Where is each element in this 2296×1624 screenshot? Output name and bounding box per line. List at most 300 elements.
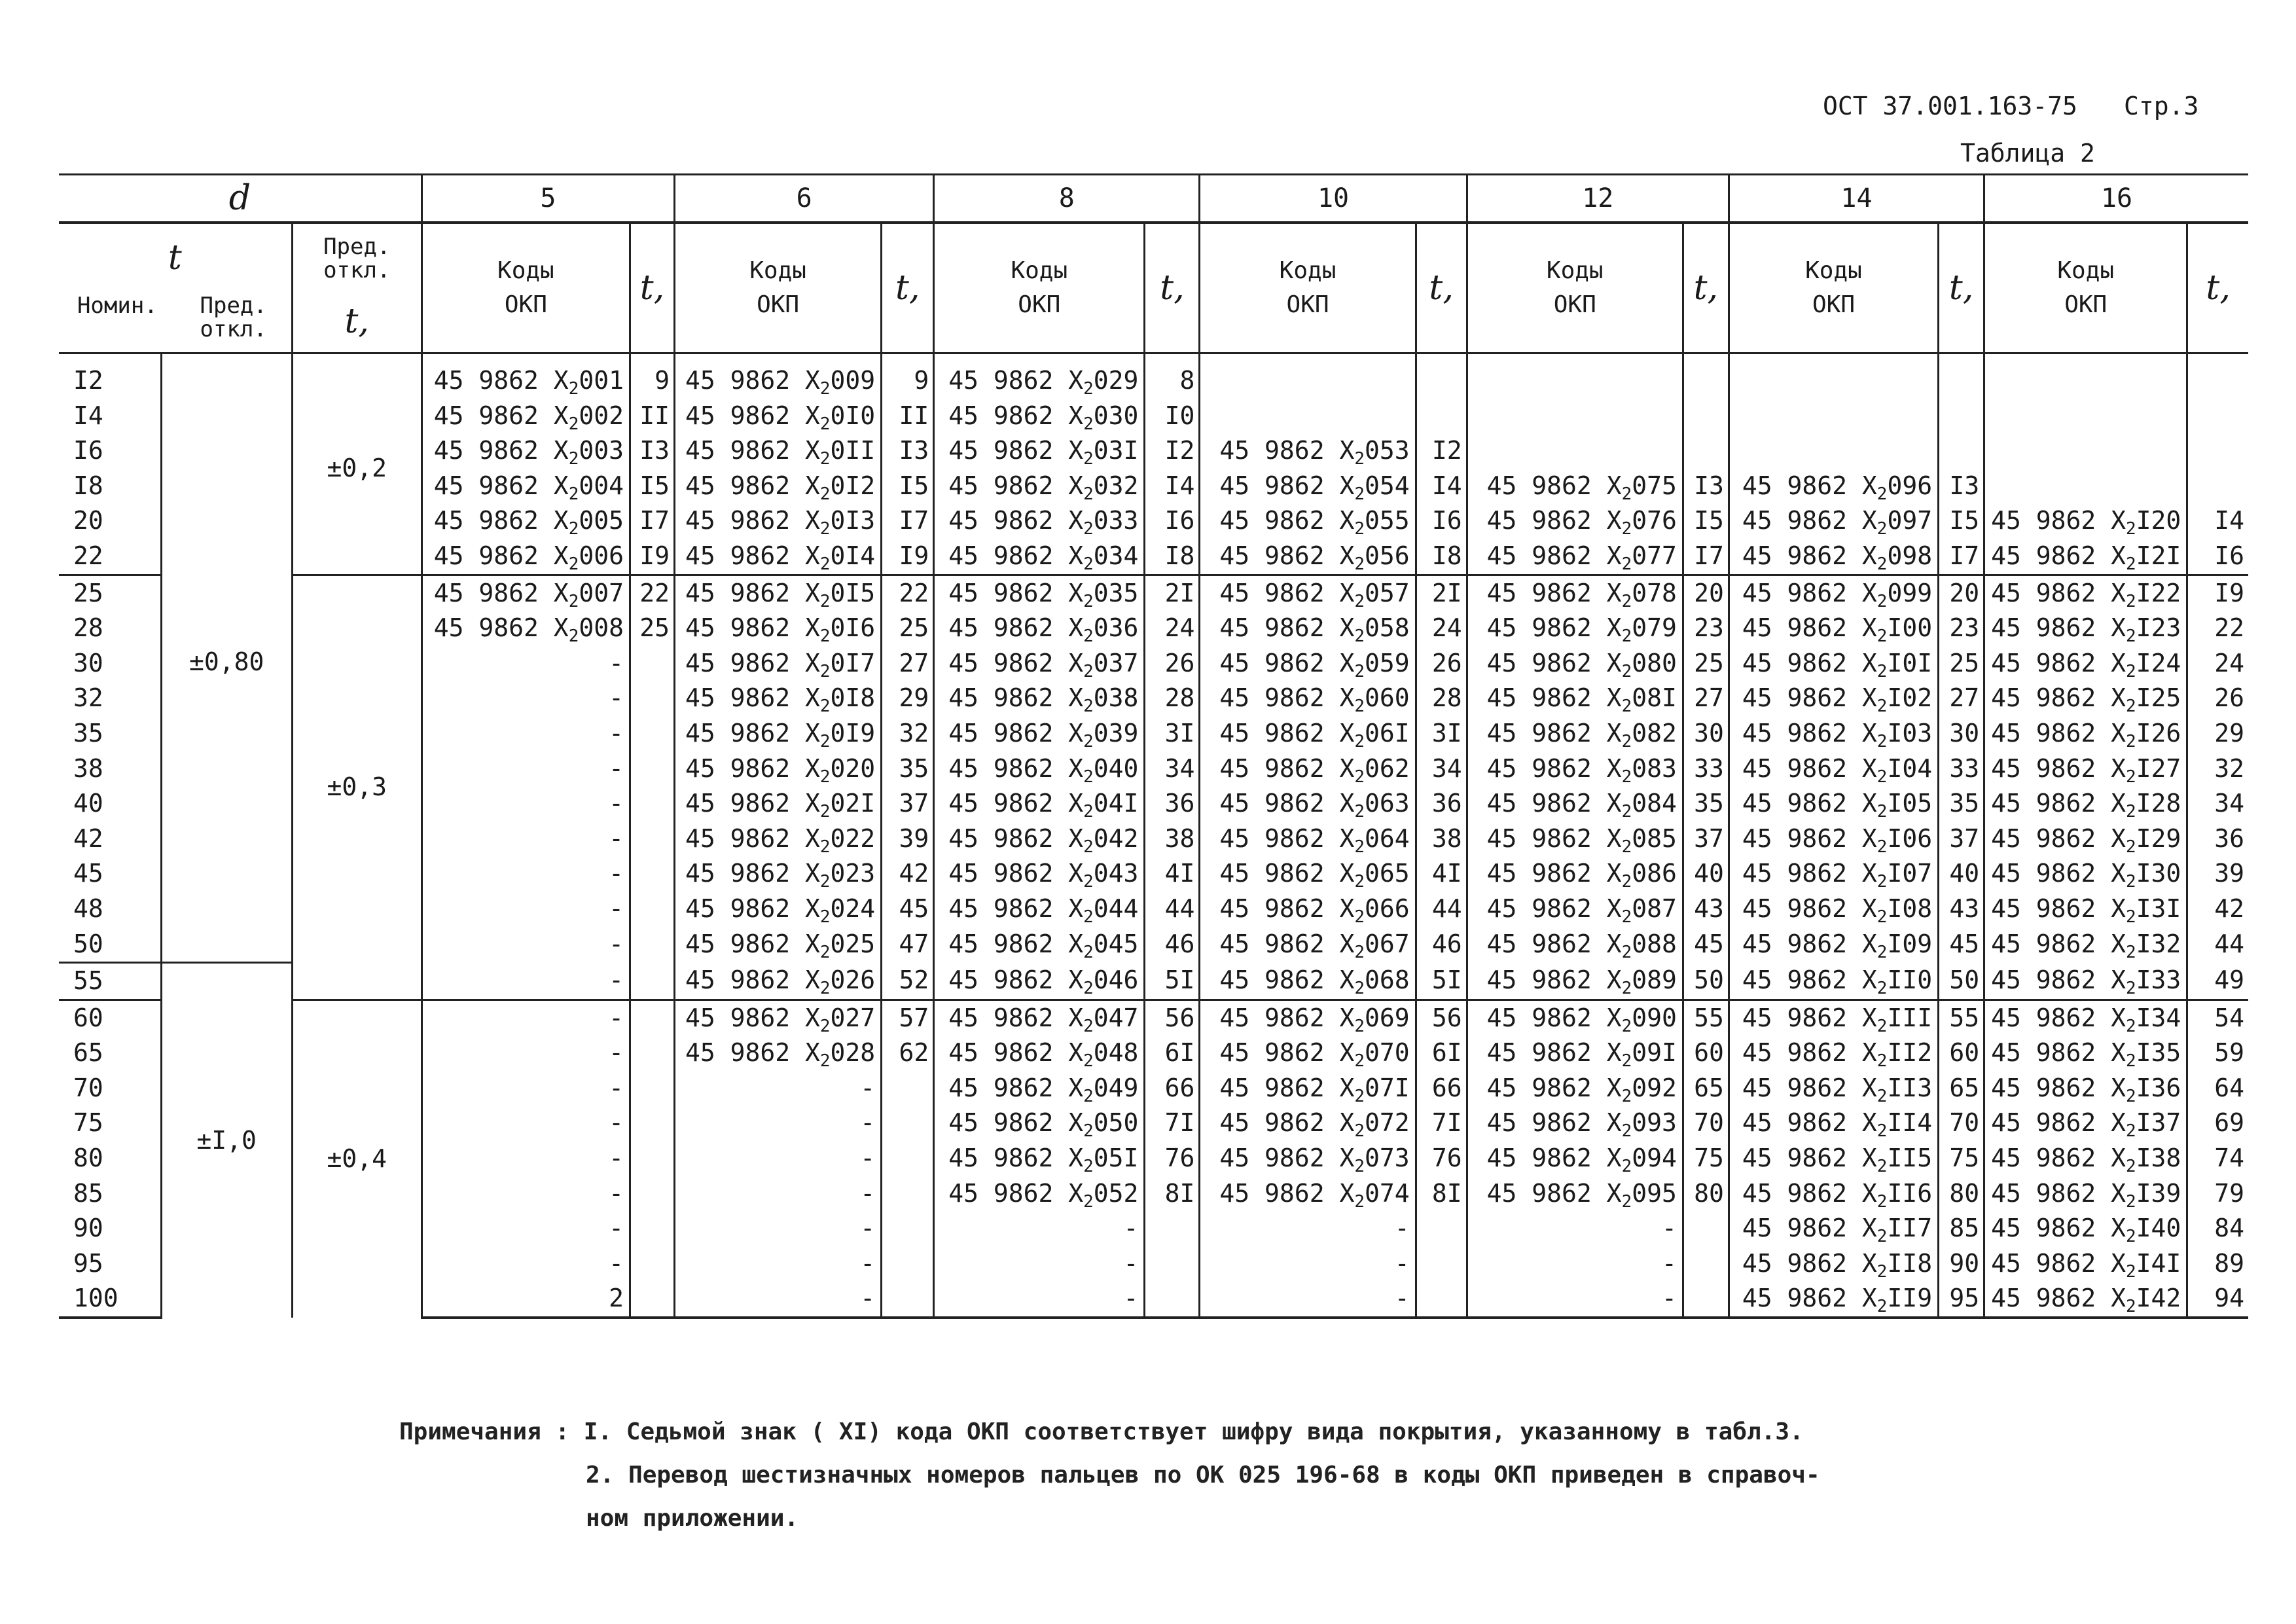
standard-number: ОСТ 37.001.163-75 [1823,92,2077,120]
okp-code: 45 9862 $X_20I0$ [675,399,882,434]
okp-code: - [1467,1246,1683,1282]
t1-value: I4 [1145,469,1200,504]
t1-value [1683,1211,1729,1246]
table-title: Таблица 2 [1960,139,2095,168]
t1-value [1939,363,1984,399]
t1-tolerance-group-3: ±0,4 [292,1000,422,1318]
okp-code: 45 9862 $X_2084$ [1467,786,1683,821]
okp-code: - [934,1246,1145,1282]
okp-code: 45 9862 $X_2040$ [934,751,1145,787]
okp-code: - [422,963,630,1000]
t-nominal: 45 [73,859,103,888]
okp-code: 45 9862 $X_2I39$ [1984,1176,2187,1212]
table-row [59,1000,2248,1036]
t1-value: 40 [1939,856,1984,892]
t1-value: 25 [1939,646,1984,681]
okp-code: 45 9862 $X_2I04$ [1729,751,1938,787]
t1-value [630,963,674,1000]
header-t1-tolerance: Пред. откл. t, [292,223,422,353]
t-nominal: 70 [73,1073,103,1102]
okp-code: 45 9862 $X_2II3$ [1729,1071,1938,1106]
okp-code: 45 9862 $X_2035$ [934,575,1145,611]
okp-code: 45 9862 $X_2053$ [1200,433,1416,469]
t1-value: 47 [882,927,934,963]
t1-value: 50 [1683,963,1729,1000]
t1-value [2187,399,2248,434]
t1-value [1939,399,1984,434]
t-nominal: 38 [73,753,103,783]
t-nominal: 20 [73,506,103,535]
header-t1-6: t, [2187,223,2248,353]
t1-value: I5 [630,469,674,504]
t1-value: I4 [1416,469,1467,504]
header-codes-1: Коды ОКП [675,223,882,353]
t1-value: 52 [882,963,934,1000]
okp-code: 45 9862 $X_2055$ [1200,503,1416,539]
okp-code: 45 9862 $X_2I3I$ [1984,892,2187,927]
t1-value: 57 [882,1000,934,1036]
okp-code: 45 9862 $X_2005$ [422,503,630,539]
t1-value [630,1141,674,1176]
t1-value: 28 [1145,681,1200,716]
t1-value: I5 [1683,503,1729,539]
t1-value: I2 [1416,433,1467,469]
t1-tolerance-group-2: ±0,3 [292,575,422,1000]
okp-code: 45 9862 $X_2045$ [934,927,1145,963]
t-nominal: 65 [73,1038,103,1068]
t1-value: 49 [2187,963,2248,1000]
t1-value [1683,363,1729,399]
t1-value [1145,1211,1200,1246]
okp-code: 45 9862 $X_2I36$ [1984,1071,2187,1106]
okp-code: 45 9862 $X_2030$ [934,399,1145,434]
okp-code: 45 9862 $X_2I42$ [1984,1281,2187,1318]
t1-value: 8 [1145,363,1200,399]
okp-code: 45 9862 $X_2057$ [1200,575,1416,611]
okp-code: - [675,1281,882,1318]
okp-code: 45 9862 $X_2066$ [1200,892,1416,927]
okp-code: - [422,821,630,857]
t1-value [1416,399,1467,434]
note-3: ном приложении. [586,1505,799,1532]
t1-value [1416,1246,1467,1282]
okp-code: 45 9862 $X_2023$ [675,856,882,892]
t1-value: 75 [1683,1141,1729,1176]
okp-code [1200,399,1416,434]
header-codes-2: Коды ОКП [934,223,1145,353]
spacer-cell [882,353,934,364]
okp-code: 45 9862 $X_2067$ [1200,927,1416,963]
t1-value: 29 [2187,716,2248,751]
t1-value: 65 [1683,1071,1729,1106]
okp-code: 45 9862 $X_2I0I$ [1729,646,1938,681]
t1-value [1416,363,1467,399]
okp-code: 45 9862 $X_2094$ [1467,1141,1683,1176]
okp-code: 45 9862 $X_2I30$ [1984,856,2187,892]
okp-code: 45 9862 $X_2I4I$ [1984,1246,2187,1282]
t-nominal: 32 [73,683,103,713]
t1-value: 66 [1416,1071,1467,1106]
okp-code: 45 9862 $X_2008$ [422,611,630,646]
okp-code: 45 9862 $X_2070$ [1200,1036,1416,1071]
t1-value: 35 [1939,786,1984,821]
okp-code: - [422,1036,630,1071]
okp-code: 45 9862 $X_2050$ [934,1106,1145,1141]
okp-code: 45 9862 $X_2064$ [1200,821,1416,857]
t1-value: II [630,399,674,434]
t1-value: 59 [2187,1036,2248,1071]
okp-code: 45 9862 $X_2099$ [1729,575,1938,611]
t1-value: 29 [882,681,934,716]
t1-value: 75 [1939,1141,1984,1176]
t1-value [630,1071,674,1106]
t1-value: 43 [1683,892,1729,927]
t1-value: 34 [1145,751,1200,787]
okp-code: 45 9862 $X_204I$ [934,786,1145,821]
t1-value [630,1176,674,1212]
okp-code: 45 9862 $X_2046$ [934,963,1145,1000]
okp-code: 45 9862 $X_2I22$ [1984,575,2187,611]
okp-code: 45 9862 $X_2047$ [934,1000,1145,1036]
table-row [59,363,2248,399]
okp-code: 45 9862 $X_2089$ [1467,963,1683,1000]
okp-code: - [1467,1281,1683,1318]
okp-code: 45 9862 $X_2077$ [1467,539,1683,575]
t1-value: 5I [1145,963,1200,1000]
okp-code: - [422,1176,630,1212]
t1-value: I3 [1939,469,1984,504]
okp-code: 45 9862 $X_20I5$ [675,575,882,611]
header-diameter-4: 12 [1467,175,1729,223]
okp-code: 45 9862 $X_2039$ [934,716,1145,751]
okp-code [1467,399,1683,434]
okp-code: 45 9862 $X_2001$ [422,363,630,399]
t-nominal: 75 [73,1108,103,1138]
t1-value: 84 [2187,1211,2248,1246]
t1-value: 35 [882,751,934,787]
data-table [59,173,2248,1319]
t1-value: 22 [882,575,934,611]
t1-value: I6 [1145,503,1200,539]
okp-code: 45 9862 $X_2II8$ [1729,1246,1938,1282]
t1-value: I9 [2187,575,2248,611]
okp-code: - [422,927,630,963]
okp-code [1984,363,2187,399]
okp-code [1467,363,1683,399]
okp-code: - [675,1176,882,1212]
t1-value [2187,433,2248,469]
t1-value: I7 [882,503,934,539]
t1-value: 32 [882,716,934,751]
okp-code: 45 9862 $X_2I28$ [1984,786,2187,821]
okp-code [1467,433,1683,469]
okp-code: 45 9862 $X_2I27$ [1984,751,2187,787]
okp-code: 45 9862 $X_207I$ [1200,1071,1416,1106]
t1-value: I6 [1416,503,1467,539]
t1-value: 74 [2187,1141,2248,1176]
t1-value [630,1036,674,1071]
t1-value: I8 [1416,539,1467,575]
t1-value: 69 [2187,1106,2248,1141]
t1-value: 56 [1145,1000,1200,1036]
t1-value: 6I [1416,1036,1467,1071]
okp-code: 45 9862 $X_2III$ [1729,1000,1938,1036]
okp-code: 45 9862 $X_2006$ [422,539,630,575]
okp-code: 45 9862 $X_2043$ [934,856,1145,892]
okp-code: 45 9862 $X_2I20$ [1984,503,2187,539]
t1-value: 70 [1683,1106,1729,1141]
t1-value: 4I [1145,856,1200,892]
t1-value: 25 [882,611,934,646]
t1-value: 3I [1416,716,1467,751]
okp-code: 45 9862 $X_2I08$ [1729,892,1938,927]
t1-value [630,1246,674,1282]
okp-code: 45 9862 $X_2I2I$ [1984,539,2187,575]
okp-code: 45 9862 $X_20I9$ [675,716,882,751]
t1-value: I7 [1683,539,1729,575]
t-nominal: 90 [73,1214,103,1243]
okp-code: 45 9862 $X_2I07$ [1729,856,1938,892]
okp-code: 45 9862 $X_2I33$ [1984,963,2187,1000]
t1-value: I3 [882,433,934,469]
t-nominal: 55 [59,963,161,1000]
t1-value [2187,469,2248,504]
t1-value: 4I [1416,856,1467,892]
t1-value: 54 [2187,1000,2248,1036]
okp-code: 45 9862 $X_2I40$ [1984,1211,2187,1246]
okp-code [1984,433,2187,469]
note-1: Примечания : I. Седьмой знак ( XI) кода ОКП соответствует шифру вида покрытия, указанному в табл.3. [399,1418,1804,1445]
t1-value: 28 [1416,681,1467,716]
okp-code: 45 9862 $X_2I34$ [1984,1000,2187,1036]
okp-code: 45 9862 $X_2028$ [675,1036,882,1071]
header-t1-4: t, [1683,223,1729,353]
t1-value: 22 [2187,611,2248,646]
spacer-cell [292,353,422,364]
t1-value [630,751,674,787]
t-nominal: 30 [73,648,103,677]
t1-value: 79 [2187,1176,2248,1212]
spacer-cell [675,353,882,364]
spacer-cell [422,353,630,364]
t1-value: I5 [882,469,934,504]
okp-code: 45 9862 $X_2I23$ [1984,611,2187,646]
t1-value [1683,433,1729,469]
t1-value: I0 [1145,399,1200,434]
okp-code: - [1200,1211,1416,1246]
okp-code: 45 9862 $X_2II2$ [1729,1036,1938,1071]
okp-code: - [422,751,630,787]
okp-code: - [675,1106,882,1141]
t1-value: 94 [2187,1281,2248,1318]
okp-code [1729,363,1938,399]
header-t1-5: t, [1939,223,1984,353]
t1-value: 2I [1416,575,1467,611]
t1-value: 36 [1145,786,1200,821]
okp-code: 45 9862 $X_205I$ [934,1141,1145,1176]
okp-code: 45 9862 $X_2I24$ [1984,646,2187,681]
t1-value: 66 [1145,1071,1200,1106]
okp-code: 45 9862 $X_2I38$ [1984,1141,2187,1176]
header-t1-0: t, [630,223,674,353]
t1-value: 70 [1939,1106,1984,1141]
t1-value: 23 [1939,611,1984,646]
t1-value: 90 [1939,1246,1984,1282]
okp-code: 45 9862 $X_2069$ [1200,1000,1416,1036]
okp-code: 45 9862 $X_20I3$ [675,503,882,539]
t1-value: 60 [1939,1036,1984,1071]
okp-code [1729,433,1938,469]
t-nominal: 85 [73,1178,103,1208]
okp-code: 45 9862 $X_206I$ [1200,716,1416,751]
t1-value: I3 [1683,469,1729,504]
t1-value: 27 [1683,681,1729,716]
t1-value: 39 [882,821,934,857]
okp-code: 45 9862 $X_2II5$ [1729,1141,1938,1176]
okp-code: 45 9862 $X_2I09$ [1729,927,1938,963]
t1-value: 95 [1939,1281,1984,1318]
t1-value: 24 [1416,611,1467,646]
t1-value [630,1281,674,1318]
t1-value: 7I [1416,1106,1467,1141]
header-codes-5: Коды ОКП [1729,223,1938,353]
okp-code: 45 9862 $X_2I25$ [1984,681,2187,716]
okp-code: 45 9862 $X_2098$ [1729,539,1938,575]
okp-code: 45 9862 $X_2I35$ [1984,1036,2187,1071]
okp-code: - [422,892,630,927]
t1-value: 23 [1683,611,1729,646]
okp-code: 45 9862 $X_2093$ [1467,1106,1683,1141]
t1-value: 30 [1939,716,1984,751]
t1-value [1683,1281,1729,1318]
t-nominal: 22 [73,541,103,570]
t1-value: 38 [1416,821,1467,857]
okp-code: 45 9862 $X_2002$ [422,399,630,434]
header-codes-4: Коды ОКП [1467,223,1683,353]
t1-value: 46 [1145,927,1200,963]
t1-value [882,1176,934,1212]
okp-code: 45 9862 $X_20I4$ [675,539,882,575]
okp-code: 45 9862 $X_2072$ [1200,1106,1416,1141]
okp-code: 45 9862 $X_2036$ [934,611,1145,646]
okp-code: - [422,1211,630,1246]
t1-value: 26 [1416,646,1467,681]
t1-value: 45 [1939,927,1984,963]
okp-code: 45 9862 $X_2004$ [422,469,630,504]
okp-code: - [934,1281,1145,1318]
okp-code: 45 9862 $X_2085$ [1467,821,1683,857]
okp-code: 45 9862 $X_2044$ [934,892,1145,927]
t1-value [1683,1246,1729,1282]
header-diameter-5: 14 [1729,175,1984,223]
okp-code: 45 9862 $X_2I06$ [1729,821,1938,857]
okp-code [1200,363,1416,399]
okp-code: - [675,1211,882,1246]
t1-value: 20 [1939,575,1984,611]
t1-value: I4 [2187,503,2248,539]
t-nominal: I8 [73,471,103,500]
t-nominal: 40 [73,789,103,818]
spacer-cell [934,353,1145,364]
okp-code: 45 9862 $X_2II0$ [1729,963,1938,1000]
okp-code: 45 9862 $X_20I2$ [675,469,882,504]
okp-code: - [422,856,630,892]
okp-code: 45 9862 $X_2087$ [1467,892,1683,927]
t1-value: 33 [1683,751,1729,787]
okp-code: 45 9862 $X_2088$ [1467,927,1683,963]
okp-code: 45 9862 $X_2009$ [675,363,882,399]
okp-code: - [422,1141,630,1176]
t1-value: I7 [630,503,674,539]
okp-code: 45 9862 $X_2027$ [675,1000,882,1036]
okp-code: 45 9862 $X_2029$ [934,363,1145,399]
header-codes-0: Коды ОКП [422,223,630,353]
t1-value: I9 [882,539,934,575]
header-diameter-3: 10 [1200,175,1467,223]
okp-code: - [422,716,630,751]
t1-value: 5I [1416,963,1467,1000]
t1-value: 55 [1683,1000,1729,1036]
okp-code: 45 9862 $X_2059$ [1200,646,1416,681]
t1-value: 62 [882,1036,934,1071]
spacer-cell [630,353,674,364]
okp-code: 45 9862 $X_20I8$ [675,681,882,716]
t1-value: 46 [1416,927,1467,963]
t1-value [630,716,674,751]
okp-code: 45 9862 $X_2024$ [675,892,882,927]
okp-code: 45 9862 $X_20I6$ [675,611,882,646]
okp-code: 45 9862 $X_2090$ [1467,1000,1683,1036]
t1-value: I7 [1939,539,1984,575]
okp-code: 45 9862 $X_2092$ [1467,1071,1683,1106]
t1-value: 42 [2187,892,2248,927]
t1-value: 37 [1683,821,1729,857]
okp-code: - [422,1071,630,1106]
t1-value: 44 [1416,892,1467,927]
okp-code: 45 9862 $X_2I37$ [1984,1106,2187,1141]
t1-value: 2I [1145,575,1200,611]
t1-value: 43 [1939,892,1984,927]
t1-value: I2 [1145,433,1200,469]
t1-value [1145,1281,1200,1318]
okp-code: 45 9862 $X_2082$ [1467,716,1683,751]
okp-code: - [1200,1281,1416,1318]
okp-code: 45 9862 $X_2022$ [675,821,882,857]
t1-value [1939,433,1984,469]
okp-code: 45 9862 $X_2II6$ [1729,1176,1938,1212]
t1-value: 76 [1416,1141,1467,1176]
table-row [59,575,2248,611]
t1-value [630,892,674,927]
okp-code: 45 9862 $X_2033$ [934,503,1145,539]
t1-tolerance-group-1: ±0,2 [292,363,422,575]
okp-code: 45 9862 $X_2026$ [675,963,882,1000]
t1-value: 26 [2187,681,2248,716]
okp-code: 45 9862 $X_2003$ [422,433,630,469]
t1-value: 64 [2187,1071,2248,1106]
t1-value: 39 [2187,856,2248,892]
okp-code: 45 9862 $X_2095$ [1467,1176,1683,1212]
t1-value: 25 [630,611,674,646]
t1-value: 20 [1683,575,1729,611]
t1-value [1416,1211,1467,1246]
t1-value [630,786,674,821]
t1-value: 34 [1416,751,1467,787]
t1-value: 26 [1145,646,1200,681]
okp-code: 45 9862 $X_2063$ [1200,786,1416,821]
t-tolerance-group-1: ±0,80 [161,363,292,963]
okp-code: - [422,646,630,681]
